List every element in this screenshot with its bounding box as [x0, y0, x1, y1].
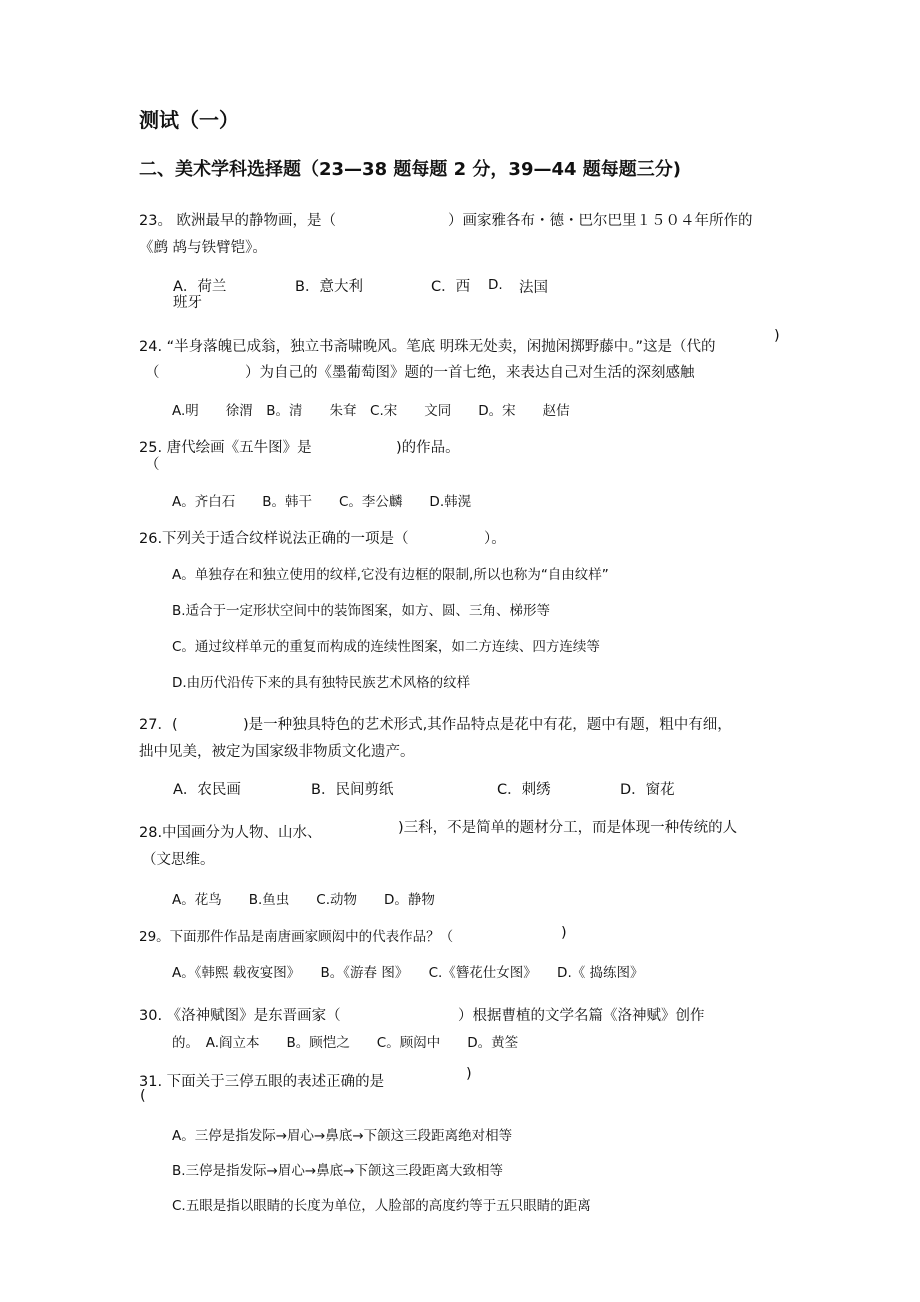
q24-line2b: ）为自己的《墨葡萄图》题的一首七绝，来表达自己对生活的深刻感触 [245, 365, 695, 381]
q23-option-a: A．荷兰 [173, 279, 227, 295]
q31-option-b: B.三停是指发际→眉心→鼻底→下颌这三段距离大致相等 [172, 1163, 503, 1179]
q26-line1: 26.下列关于适合纹样说法正确的一项是（ [139, 531, 409, 547]
q24-line1: 24. “半身落魄已成翁，独立书斋啸晚风。笔底 明珠无处卖，闲抛闲掷野藤中。”这是（代的 [139, 339, 716, 355]
q27-line1b: )是一种独具特色的艺术形式,其作品特点是花中有花，题中有题，粗中有细， [243, 717, 732, 733]
q30-line1b: ）根据曹植的文学名篇《洛神赋》创作 [458, 1008, 705, 1024]
q27-line1: 27．( [139, 717, 178, 733]
q24-options: A.明 徐渭 B。清 朱耷 C.宋 文同 D。宋 赵佶 [172, 403, 570, 419]
q25-paren: （ [145, 457, 160, 473]
q23-option-d: D. [488, 277, 503, 293]
q23-line1b: ）画家雅各布・德・巴尔巴里１５０４年所作的 [448, 213, 753, 229]
q27-option-d: D．窗花 [620, 782, 675, 798]
q28-line1: 28.中国画分为人物、山水、 [139, 825, 322, 841]
q23-option-d-text: 法国 [519, 280, 548, 296]
q31-line1b: ) [466, 1066, 472, 1082]
q27-option-a: A．农民画 [173, 782, 241, 798]
section-heading: 二、美术学科选择题（23—38 题每题 2 分，39—44 题每题三分) [139, 159, 682, 180]
page-title: 测试（一） [139, 108, 239, 132]
q29-line1: 29。下面那件作品是南唐画家顾闳中的代表作品？（ [139, 929, 454, 945]
q29-line1b: ) [561, 925, 567, 941]
q28-options: A。花鸟 B.鱼虫 C.动物 D。静物 [172, 892, 435, 908]
q26-option-a: A。单独存在和独立使用的纹样,它没有边框的限制,所以也称为“自由纹样” [172, 567, 609, 583]
q23-option-c-cont: 班牙 [173, 295, 202, 311]
q26-option-b: B.适合于一定形状空间中的装饰图案，如方、圆、三角、梯形等 [172, 603, 551, 619]
q23-line1: 23。 欧洲最早的静物画，是（ [139, 213, 337, 229]
q28-line1b: )三科，不是简单的题材分工，而是体现一种传统的人 [398, 820, 738, 836]
q23-option-b: B．意大利 [295, 279, 363, 295]
q26-option-c: C。通过纹样单元的重复而构成的连续性图案，如二方连续、四方连续等 [172, 639, 600, 655]
q24-paren-close: ) [774, 328, 780, 344]
q27-option-c: C．刺绣 [497, 782, 551, 798]
q31-option-a: A。三停是指发际→眉心→鼻底→下颌这三段距离绝对相等 [172, 1128, 513, 1144]
q28-line2: （文思维。 [142, 852, 215, 868]
q27-line2: 拙中见美，被定为国家级非物质文化遗产。 [139, 744, 415, 760]
q25-line1: 25. 唐代绘画《五牛图》是 [139, 440, 312, 456]
q23-line2: 《鹧 鸪与铁臂铠》。 [139, 240, 267, 256]
q30-line2: 的。 A.阎立本 B。顾恺之 C。顾闳中 D。黄筌 [172, 1035, 519, 1051]
q31-paren: ( [140, 1088, 146, 1104]
q27-option-b: B．民间剪纸 [311, 782, 394, 798]
q30-line1: 30. 《洛神赋图》是东晋画家（ [139, 1008, 341, 1024]
q25-options: A。齐白石 B。韩干 C。李公麟 D.韩滉 [172, 494, 472, 510]
q23-option-c: C．西 [431, 279, 471, 295]
q26-line1b: ）。 [484, 531, 506, 547]
q26-option-d: D.由历代沿传下来的具有独特民族艺术风格的纹样 [172, 675, 471, 691]
q29-options: A。《韩熙 载夜宴图》 B。《游春 图》 C.《簪花仕女图》 D.《 捣练图》 [172, 965, 644, 981]
q31-line1: 31. 下面关于三停五眼的表述正确的是 [139, 1074, 385, 1090]
q25-line1b: )的作品。 [396, 440, 460, 456]
q31-option-c: C.五眼是指以眼睛的长度为单位，人脸部的高度约等于五只眼睛的距离 [172, 1198, 591, 1214]
q24-line2a: （ [145, 365, 160, 381]
